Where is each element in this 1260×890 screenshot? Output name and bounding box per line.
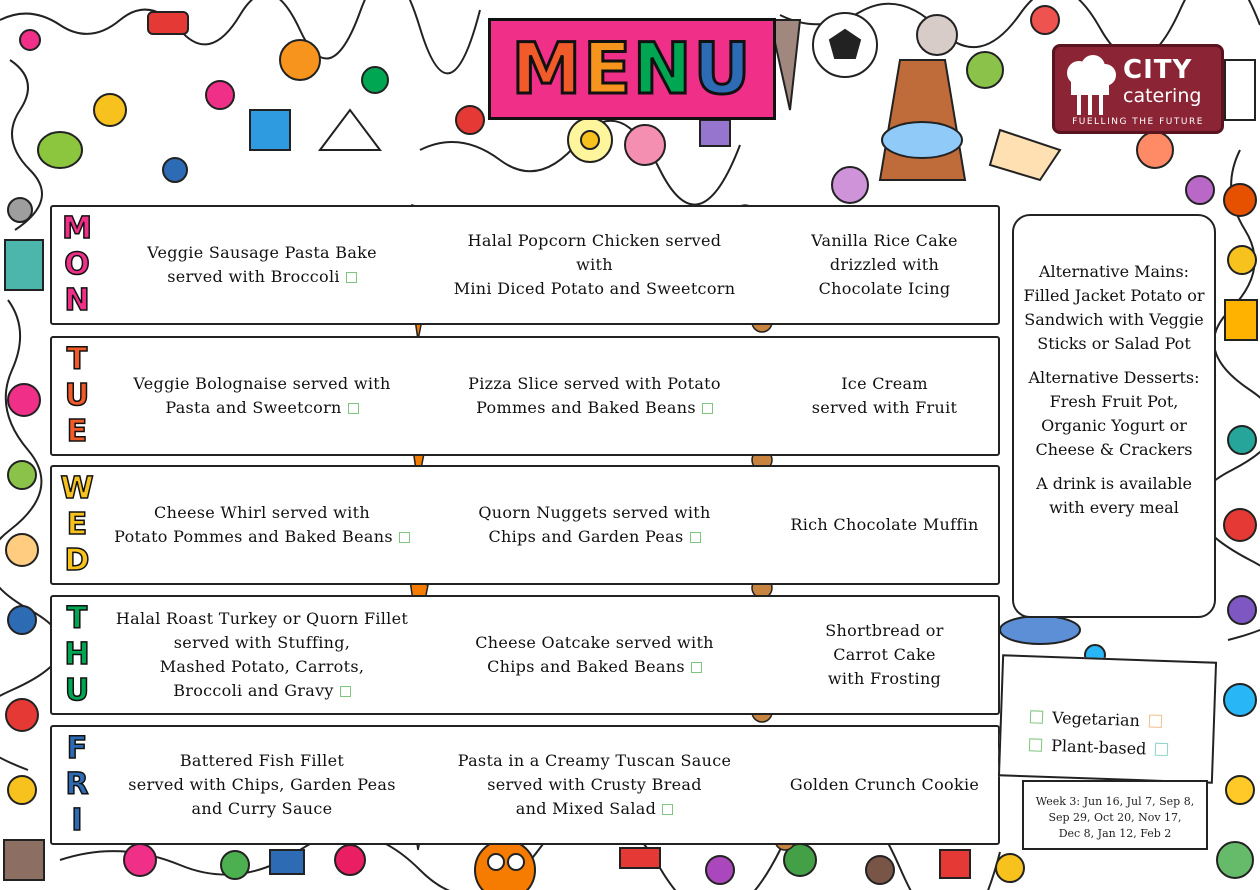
alternative-desserts: Alternative Desserts: Fresh Fruit Pot, Organic Yogurt or Cheese & Crackers [1028,368,1200,459]
vegetarian-marker-icon [690,532,701,543]
vegetarian-marker-icon [1030,710,1043,723]
day-label [56,731,98,839]
logo-brand-top: CITY [1123,55,1193,85]
day-row [50,725,1000,845]
day-letter: O [64,247,90,282]
day-letter: F [66,731,88,766]
dessert-line: Golden Crunch Cookie [789,775,980,794]
dessert-line: served with Fruit [811,398,958,417]
day-row [50,595,1000,715]
menu-title-letter: U [693,28,753,110]
main-dish-cell [102,338,422,454]
dessert-line: Ice Cream [841,374,928,393]
halal-dish-line: Quorn Nuggets served with [478,503,711,522]
dessert-line: with Frosting [827,669,942,688]
day-letter: H [64,637,90,672]
week-dates-line: Sep 29, Oct 20, Nov 17, [1048,811,1182,824]
dessert-cell [772,467,997,583]
day-label [56,471,98,579]
main-dish-line: served with Broccoli [167,267,340,286]
key-vegetarian-label: Vegetarian [1051,708,1141,731]
halal-dish-line: Pizza Slice served with Potato [468,374,721,393]
main-dish-line: Broccoli and Gravy [173,681,334,700]
day-letter: W [60,471,94,506]
key-vegetarian [1030,707,1163,731]
main-dish-line: and Curry Sauce [191,799,333,818]
vegetarian-marker-icon [346,272,357,283]
vegetarian-marker-icon [340,686,351,697]
menu-title [511,28,753,110]
main-dish-line: Veggie Sausage Pasta Bake [147,243,377,262]
day-letter: E [66,507,88,542]
day-letter: U [64,378,90,413]
day-letter: M [62,211,92,246]
halal-dish-cell [447,207,742,323]
day-letter: R [65,767,89,802]
day-row [50,336,1000,456]
key-plant-based [1029,735,1169,759]
day-row [50,465,1000,585]
dessert-cell [772,338,997,454]
plant-based-marker-icon-alt [1155,743,1168,756]
main-dish-line: served with Stuffing, [173,633,351,652]
day-label [56,342,98,450]
main-dish-line: Cheese Whirl served with [154,503,370,522]
halal-dish-line: served with Crusty Bread [487,775,702,794]
drink-note: A drink is available with every meal [1036,474,1192,517]
halal-dish-cell [447,727,742,843]
main-dish-line: Mashed Potato, Carrots, [159,657,365,676]
halal-dish-cell [447,338,742,454]
day-letter: N [64,283,90,318]
halal-dish-cell [447,597,742,713]
day-letter: I [71,803,83,838]
dessert-cell [772,207,997,323]
vegetarian-marker-icon [348,403,359,414]
main-dish-cell [102,207,422,323]
halal-dish-line: Mini Diced Potato and Sweetcorn [453,279,736,298]
halal-dish-cell [447,467,742,583]
menu-title-letter: E [583,28,634,110]
main-dish-line: served with Chips, Garden Peas [128,775,396,794]
vegetarian-marker-icon [691,662,702,673]
main-dish-line: Battered Fish Fillet [179,751,345,770]
plant-based-marker-icon [1029,738,1042,751]
day-letter: D [64,543,90,578]
dessert-line: Carrot Cake [833,645,936,664]
main-dish-line: Pasta and Sweetcorn [165,398,342,417]
day-letter: E [66,414,88,449]
chef-hat-icon [1063,55,1117,117]
city-catering-logo [1052,44,1224,134]
week-dates-sign [1022,780,1208,850]
halal-dish-line: Pasta in a Creamy Tuscan Sauce [457,751,732,770]
dessert-line: Rich Chocolate Muffin [790,515,979,534]
menu-title-banner [488,18,776,120]
day-letter: U [64,673,90,708]
day-letter: T [66,342,88,377]
halal-dish-line: and Mixed Salad [515,799,657,818]
dessert-line: Chocolate Icing [818,279,951,298]
menu-title-letter: M [511,28,584,110]
logo-brand-bottom: catering [1123,85,1202,107]
alternative-mains: Alternative Mains: Filled Jacket Potato or Sandwich with Veggie Sticks or Salad Pot [1023,262,1205,353]
main-dish-line: Veggie Bolognaise served with [133,374,391,393]
halal-dish-line: Halal Popcorn Chicken served with [467,231,722,274]
logo-tagline: FUELLING THE FUTURE [1072,117,1204,127]
halal-dish-line: Chips and Baked Beans [487,657,685,676]
week-dates-line: Dec 8, Jan 12, Feb 2 [1058,827,1172,840]
day-label [56,211,98,319]
dietary-key-card [998,654,1217,783]
vegetarian-marker-icon [399,532,410,543]
day-row [50,205,1000,325]
main-dish-line: Halal Roast Turkey or Quorn Fillet [115,609,409,628]
halal-dish-line: Pommes and Baked Beans [476,398,696,417]
halal-dish-line: Chips and Garden Peas [488,527,684,546]
vegetarian-marker-icon [702,403,713,414]
day-letter: T [66,601,88,636]
alternatives-panel [1012,214,1216,618]
dessert-cell [772,597,997,713]
main-dish-cell [102,597,422,713]
dessert-line: Vanilla Rice Cake [811,231,958,250]
main-dish-cell [102,727,422,843]
day-label [56,601,98,709]
dessert-cell [772,727,997,843]
dessert-line: Shortbread or [825,621,944,640]
vegetarian-marker-icon [662,804,673,815]
main-dish-cell [102,467,422,583]
menu-title-letter: N [633,28,694,110]
week-dates-line: Week 3: Jun 16, Jul 7, Sep 8, [1035,795,1195,808]
key-plant-based-label: Plant-based [1050,736,1147,759]
vegetarian-marker-icon-alt [1149,714,1162,727]
main-dish-line: Potato Pommes and Baked Beans [114,527,393,546]
halal-dish-line: Cheese Oatcake served with [475,633,714,652]
dessert-line: drizzled with [829,255,940,274]
